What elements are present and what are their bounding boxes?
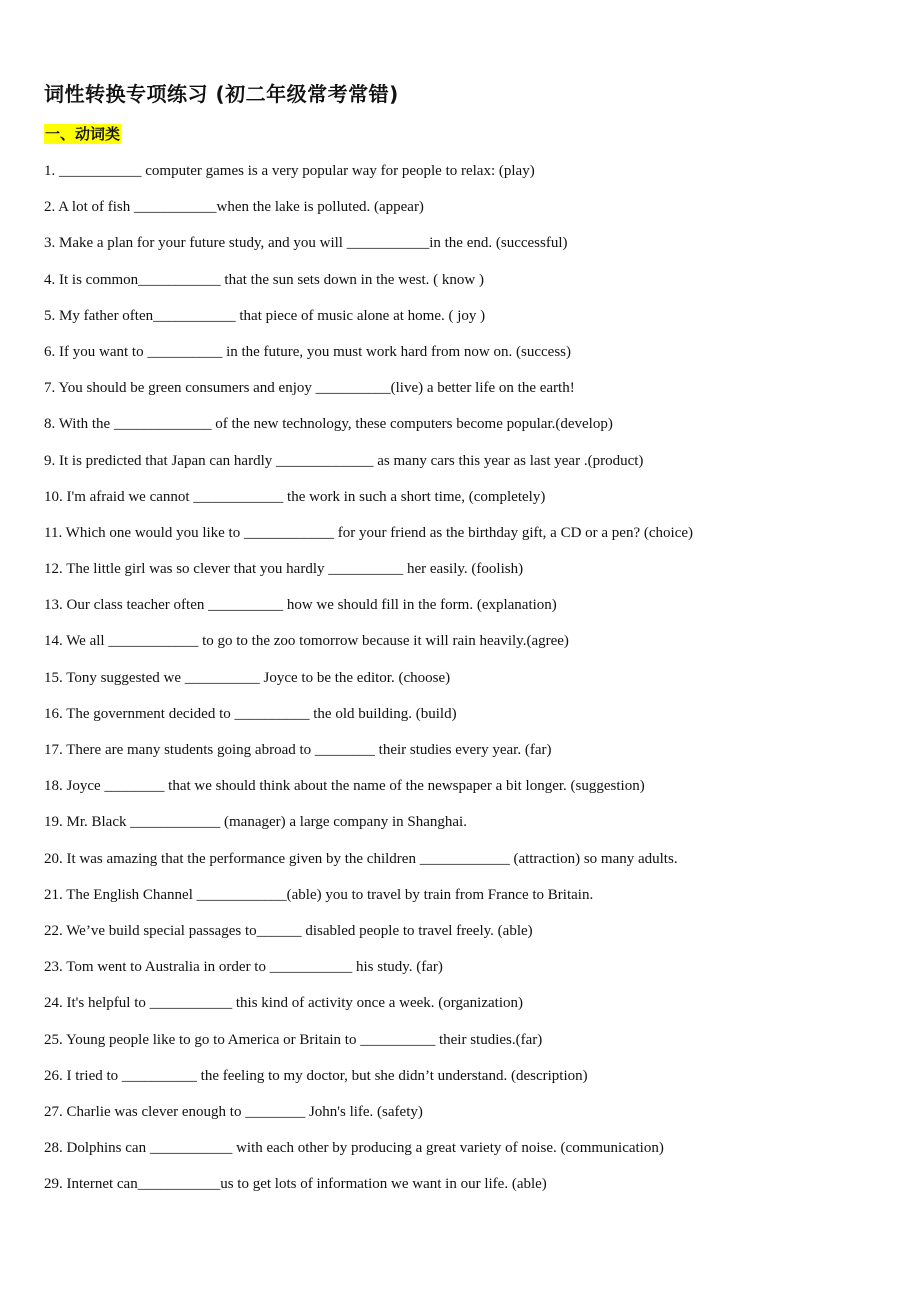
exercise-item-15: 15. Tony suggested we __________ Joyce to be the editor. (choose) (44, 669, 451, 686)
exercise-item-11: 11. Which one would you like to ____________ for your friend as the birthday gift, a CD or a pen? (choice) (44, 524, 694, 541)
exercise-item-7: 7. You should be green consumers and enjoy __________(live) a better life on the earth! (44, 380, 575, 397)
exercise-item-14: 14. We all ____________ to go to the zoo tomorrow because it will rain heavily.(agree) (44, 633, 569, 650)
exercise-item-17: 17. There are many students going abroad to ________ their studies every year. (far) (44, 742, 552, 758)
exercise-item-1: 1. ___________ computer games is a very popular way for people to relax: (play) (44, 163, 535, 179)
document-title: 词性转换专项练习 (初二年级常考常错) (44, 82, 399, 106)
exercise-item-28: 28. Dolphins can ___________ with each other by producing a great variety of noise. (communication) (44, 1140, 664, 1157)
exercise-item-8: 8. With the _____________ of the new technology, these computers become popular.(develop) (44, 416, 613, 433)
exercise-item-18: 18. Joyce ________ that we should think about the name of the newspaper a bit longer. (suggestion) (44, 778, 645, 795)
exercise-item-19: 19. Mr. Black ____________ (manager) a large company in Shanghai. (44, 814, 467, 831)
exercise-item-12: 12. The little girl was so clever that you hardly __________ her easily. (foolish) (44, 561, 524, 578)
exercise-item-23: 23. Tom went to Australia in order to ___________ his study. (far) (44, 959, 443, 976)
exercise-item-9: 9. It is predicted that Japan can hardly _____________ as many cars this year as last year .(product) (44, 452, 644, 469)
exercise-item-22: 22. We’ve build special passages to______ disabled people to travel freely. (able) (44, 922, 533, 939)
exercise-item-24: 24. It's helpful to ___________ this kind of activity once a week. (organization) (44, 995, 523, 1012)
exercise-item-4: 4. It is common___________ that the sun sets down in the west. ( know ) (44, 271, 484, 288)
exercise-item-13: 13. Our class teacher often __________ how we should fill in the form. (explanation) (44, 597, 557, 614)
exercise-item-5: 5. My father often___________ that piece of music alone at home. ( joy ) (44, 307, 486, 324)
exercise-item-26: 26. I tried to __________ the feeling to my doctor, but she didn’t understand. (description) (44, 1067, 588, 1084)
exercise-item-20: 20. It was amazing that the performance given by the children ____________ (attraction) so many adults. (44, 850, 678, 867)
exercise-item-6: 6. If you want to __________ in the future, you must work hard from now on. (success) (44, 343, 571, 360)
exercise-item-2: 2. A lot of fish ___________when the lake is polluted. (appear) (44, 199, 424, 216)
exercise-item-3: 3. Make a plan for your future study, and you will ___________in the end. (successful) (44, 235, 568, 252)
exercise-item-10: 10. I'm afraid we cannot ____________ the work in such a short time, (completely) (44, 488, 546, 505)
exercise-item-29: 29. Internet can___________us to get lots of information we want in our life. (able) (44, 1176, 547, 1193)
exercise-item-25: 25. Young people like to go to America or Britain to __________ their studies.(far) (44, 1031, 543, 1048)
exercise-list (44, 160, 693, 1209)
section-heading-verbs: 一、动词类 (45, 125, 121, 143)
exercise-item-21: 21. The English Channel ____________(able) you to travel by train from France to Britain. (44, 886, 594, 903)
exercise-item-16: 16. The government decided to __________ the old building. (build) (44, 705, 457, 722)
exercise-item-27: 27. Charlie was clever enough to ________ John's life. (safety) (44, 1103, 423, 1120)
